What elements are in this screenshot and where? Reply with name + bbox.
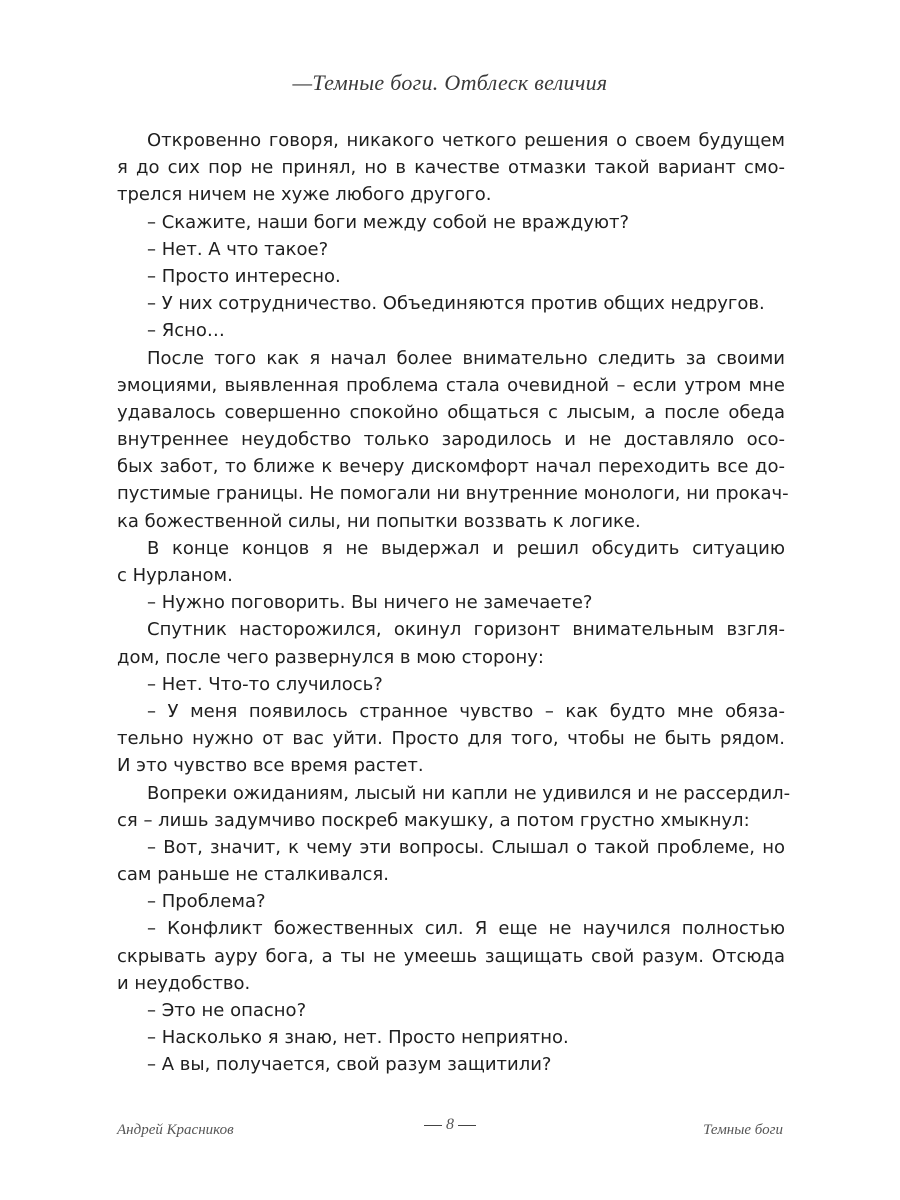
page-number — [420, 1116, 480, 1134]
page-number-rule-right — [458, 1125, 476, 1126]
text-line: сам раньше не сталкивался. — [117, 864, 389, 886]
text-line: удавалось совершенно спокойно общаться с лысым, а после обеда — [117, 401, 785, 423]
text-line: – Нет. Что-то случилось? — [147, 673, 383, 695]
text-line: внутреннее неудобство только зародилось и не доставляло осо- — [117, 429, 785, 451]
page-footer — [0, 1116, 900, 1156]
footer-author: Андрей Красников — [117, 1122, 234, 1138]
text-line: с Нурланом. — [117, 565, 233, 586]
text-line: – Конфликт божественных сил. Я еще не научился полностью — [147, 918, 785, 940]
page-body — [117, 127, 791, 1079]
text-line: тельно нужно от вас уйти. Просто для того, чтобы не быть рядом. — [117, 728, 785, 750]
page-number-value: 8 — [446, 1116, 454, 1133]
text-line: – Ясно… — [147, 320, 225, 342]
text-line: – Нет. А что такое? — [147, 238, 329, 260]
text-line: – Это не опасно? — [147, 1000, 307, 1021]
text-line: трелся ничем не хуже любого другого. — [117, 184, 492, 206]
text-line: – Вот, значит, к чему эти вопросы. Слышал о такой проблеме, но — [147, 836, 785, 858]
text-line: В конце концов я не выдержал и решил обсудить ситуацию — [147, 537, 785, 559]
text-line: – Просто интересно. — [147, 265, 341, 287]
text-line: – Проблема? — [147, 891, 266, 913]
text-line: пустимые границы. Не помогали ни внутренние монологи, ни прокач- — [117, 483, 789, 505]
text-line: и неудобство. — [117, 972, 251, 994]
text-line: Вопреки ожиданиям, лысый ни капли не удивился и не рассердил- — [147, 782, 791, 804]
text-line: скрывать ауру бога, а ты не умеешь защищать свой разум. Отсюда — [117, 945, 785, 967]
text-line: ка божественной силы, ни попытки воззвать к логике. — [117, 510, 641, 532]
text-line: – У них сотрудничество. Объединяются против общих недругов. — [147, 293, 765, 315]
text-line: После того как я начал более внимательно следить за своими — [147, 347, 785, 369]
text-line: – Насколько я знаю, нет. Просто неприятно. — [147, 1027, 569, 1049]
text-line: – А вы, получается, свой разум защитили? — [147, 1054, 552, 1076]
text-line: я до сих пор не принял, но в качестве отмазки такой вариант смо- — [117, 157, 785, 179]
text-line: ся – лишь задумчиво поскреб макушку, а потом грустно хмыкнул: — [117, 809, 750, 831]
text-line: эмоциями, выявленная проблема стала очевидной – если утром мне — [117, 374, 785, 396]
text-line: бых забот, то ближе к вечеру дискомфорт начал переходить все до- — [117, 456, 785, 478]
page-number-rule-left — [424, 1125, 442, 1126]
text-line: – Скажите, наши боги между собой не враждуют? — [147, 211, 630, 233]
text-line: – У меня появилось странное чувство – как будто мне обяза- — [147, 700, 785, 722]
text-line: И это чувство все время растет. — [117, 755, 424, 777]
text-line: Спутник насторожился, окинул горизонт внимательным взгля- — [147, 619, 785, 641]
text-line: дом, после чего развернулся в мою сторону: — [117, 646, 544, 668]
text-line: Откровенно говоря, никакого четкого решения о своем будущем — [147, 130, 785, 151]
footer-book-title: Темные боги — [703, 1122, 783, 1138]
running-header: —Темные боги. Отблеск величия — [292, 70, 608, 95]
text-line: – Нужно поговорить. Вы ничего не замечаете? — [147, 592, 593, 614]
